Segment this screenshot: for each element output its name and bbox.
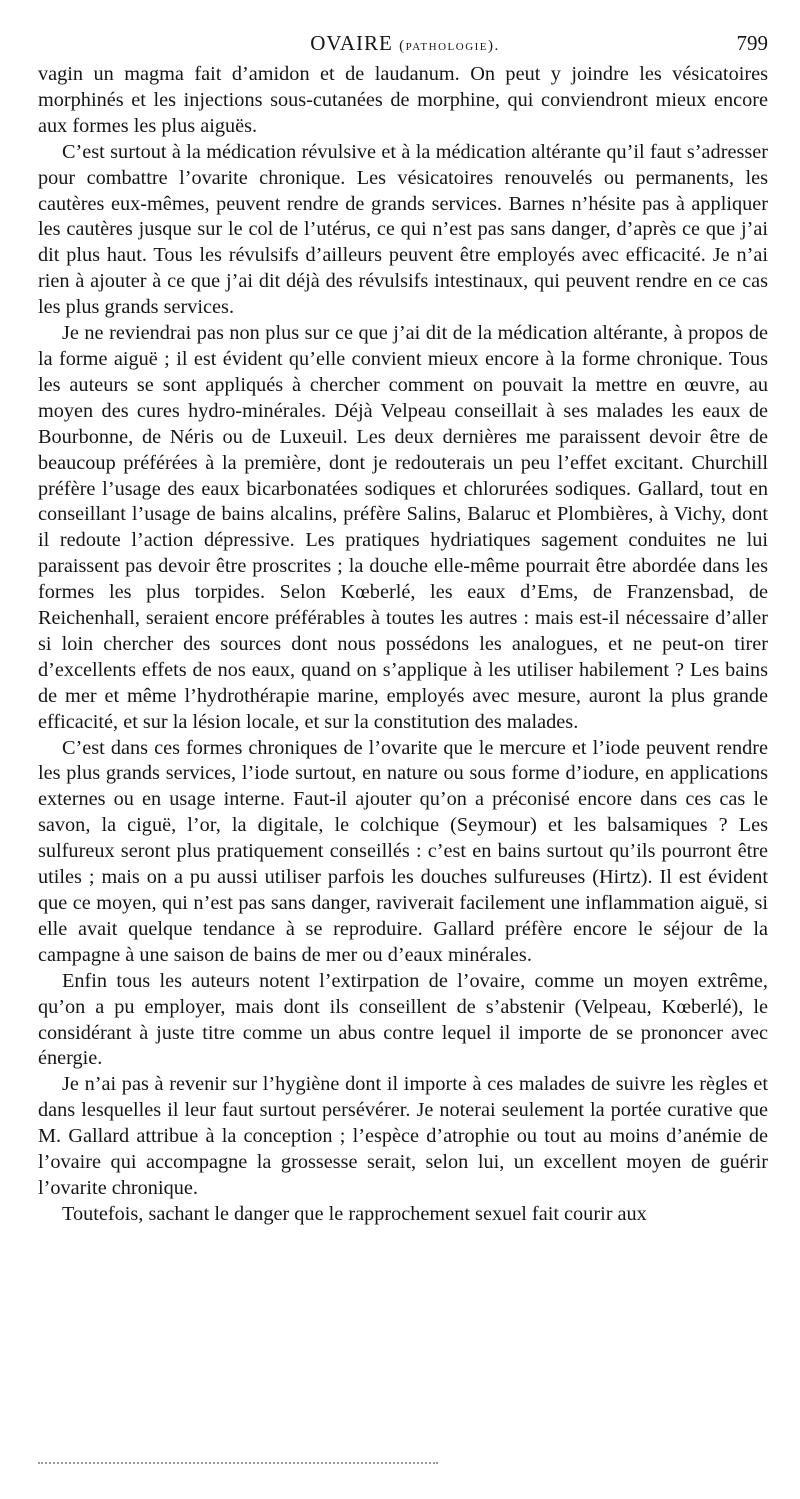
paragraph-1: vagin un magma fait d’amidon et de laudanum. On peut y joindre les vésicatoires morphinés et les injections sous-cutanées de morphine, qui conviendront mieux encore aux formes les plus aiguës. [38,63,768,137]
footer-dotted-rule [38,1462,438,1468]
running-title-main: OVAIRE [310,31,393,55]
paragraph-5: Enfin tous les auteurs notent l’extirpation de l’ovaire, comme un moyen extrême, qu’on a pu employer, mais dont ils conseillent de s’abstenir (Velpeau, Kœberlé), le considérant à juste titre comme un abus contre lequel il importe de se prononcer avec énergie. [38,969,768,1070]
paragraph-2: C’est surtout à la médication révulsive et à la médication altérante qu’il faut s’adresser pour combattre l’ovarite chronique. Les vésicatoires renouvelés ou permanents, les cautères eux-mêmes, peuvent rendre de grands services. Barnes n’hésite pas à appliquer les cautères jusque sur le col de l’utérus, ce qui n’est pas sans danger, d’après ce que j’ai dit plus haut. Tous les révulsifs d’ailleurs peuvent être employés avec efficacité. Je n’ai rien à ajouter à ce que j’ai dit déjà des révulsifs intestinaux, qui peuvent rendre en ce cas les plus grands services. [38,140,768,319]
paragraph-4: C’est dans ces formes chroniques de l’ovarite que le mercure et l’iode peuvent rendre les plus grands services, l’iode surtout, en nature ou sous forme d’iodure, en applications externes ou en usage interne. Faut-il ajouter qu’on a préconisé encore dans ces cas le savon, la ciguë, l’or, la digitale, le colchique (Seymour) et les balsamiques ? Les sulfureux seront plus pratiquement conseillés : c’est en bains surtout qu’ils pourront être utiles ; mais on a pu aussi utiliser parfois les douches sulfureuses (Hirtz). Il est évident que ce moyen, qui n’est pas sans danger, raviverait facilement une inflammation aiguë, si elle avait quelque tendance à se reproduire. Gallard préfère encore le séjour de la campagne à une saison de bains de mer ou d’eaux minérales. [38,736,768,966]
running-header [38,30,772,64]
running-title [38,30,772,59]
paragraph-3: Je ne reviendrai pas non plus sur ce que j’ai dit de la médication altérante, à propos de la forme aiguë ; il est évident qu’elle convient mieux encore à la forme chronique. Tous les auteurs se sont appliqués à chercher comment on pouvait la mettre en œuvre, au moyen des cures hydro-minérales. Déjà Velpeau conseillait à ses malades les eaux de Bourbonne, de Néris ou de Luxeuil. Les deux dernières me paraissent devoir être de beaucoup préférées à la première, dont je redouterais un peu l’effet excitant. Churchill préfère l’usage des eaux bicarbonatées sodiques et chlorurées sodiques. Gallard, tout en conseillant l’usage de bains alcalins, préfère Salins, Balaruc et Plombières, à Vichy, dont il redoute l’action dépressive. Les pratiques hydriatiques sagement conduites ne lui paraissent pas devoir être proscrites ; la douche elle-même pourrait être abordée dans les formes les plus torpides. Selon Kœberlé, les eaux d’Ems, de Franzensbad, de Reichenhall, seraient encore préférables à toutes les autres : mais est-il nécessaire d’aller si loin chercher des sources dont nous possédons les analogues, et ne peut-on tirer d’excellents effets de nos eaux, quand on s’applique à les utiliser habilement ? Les bains de mer et même l’hydrothérapie marine, employés avec mesure, auront la plus grande efficacité, et sur la lésion locale, et sur la constitution des malades. [38,322,768,733]
body-text [38,62,768,1228]
page-number: 799 [736,31,768,55]
running-title-subtitle: (pathologie). [399,38,500,54]
paragraph-6: Je n’ai pas à revenir sur l’hygiène dont il importe à ces malades de suivre les règles et dans lesquelles il leur faut surtout persévérer. Je noterai seulement la portée curative que M. Gallard attribue à la conception ; l’espèce d’atrophie ou tout au moins d’anémie de l’ovaire qui accompagne la grossesse serait, selon lui, un excellent moyen de guérir l’ovarite chronique. [38,1073,768,1199]
paragraph-7: Toutefois, sachant le danger que le rapprochement sexuel fait courir aux [62,1202,647,1225]
